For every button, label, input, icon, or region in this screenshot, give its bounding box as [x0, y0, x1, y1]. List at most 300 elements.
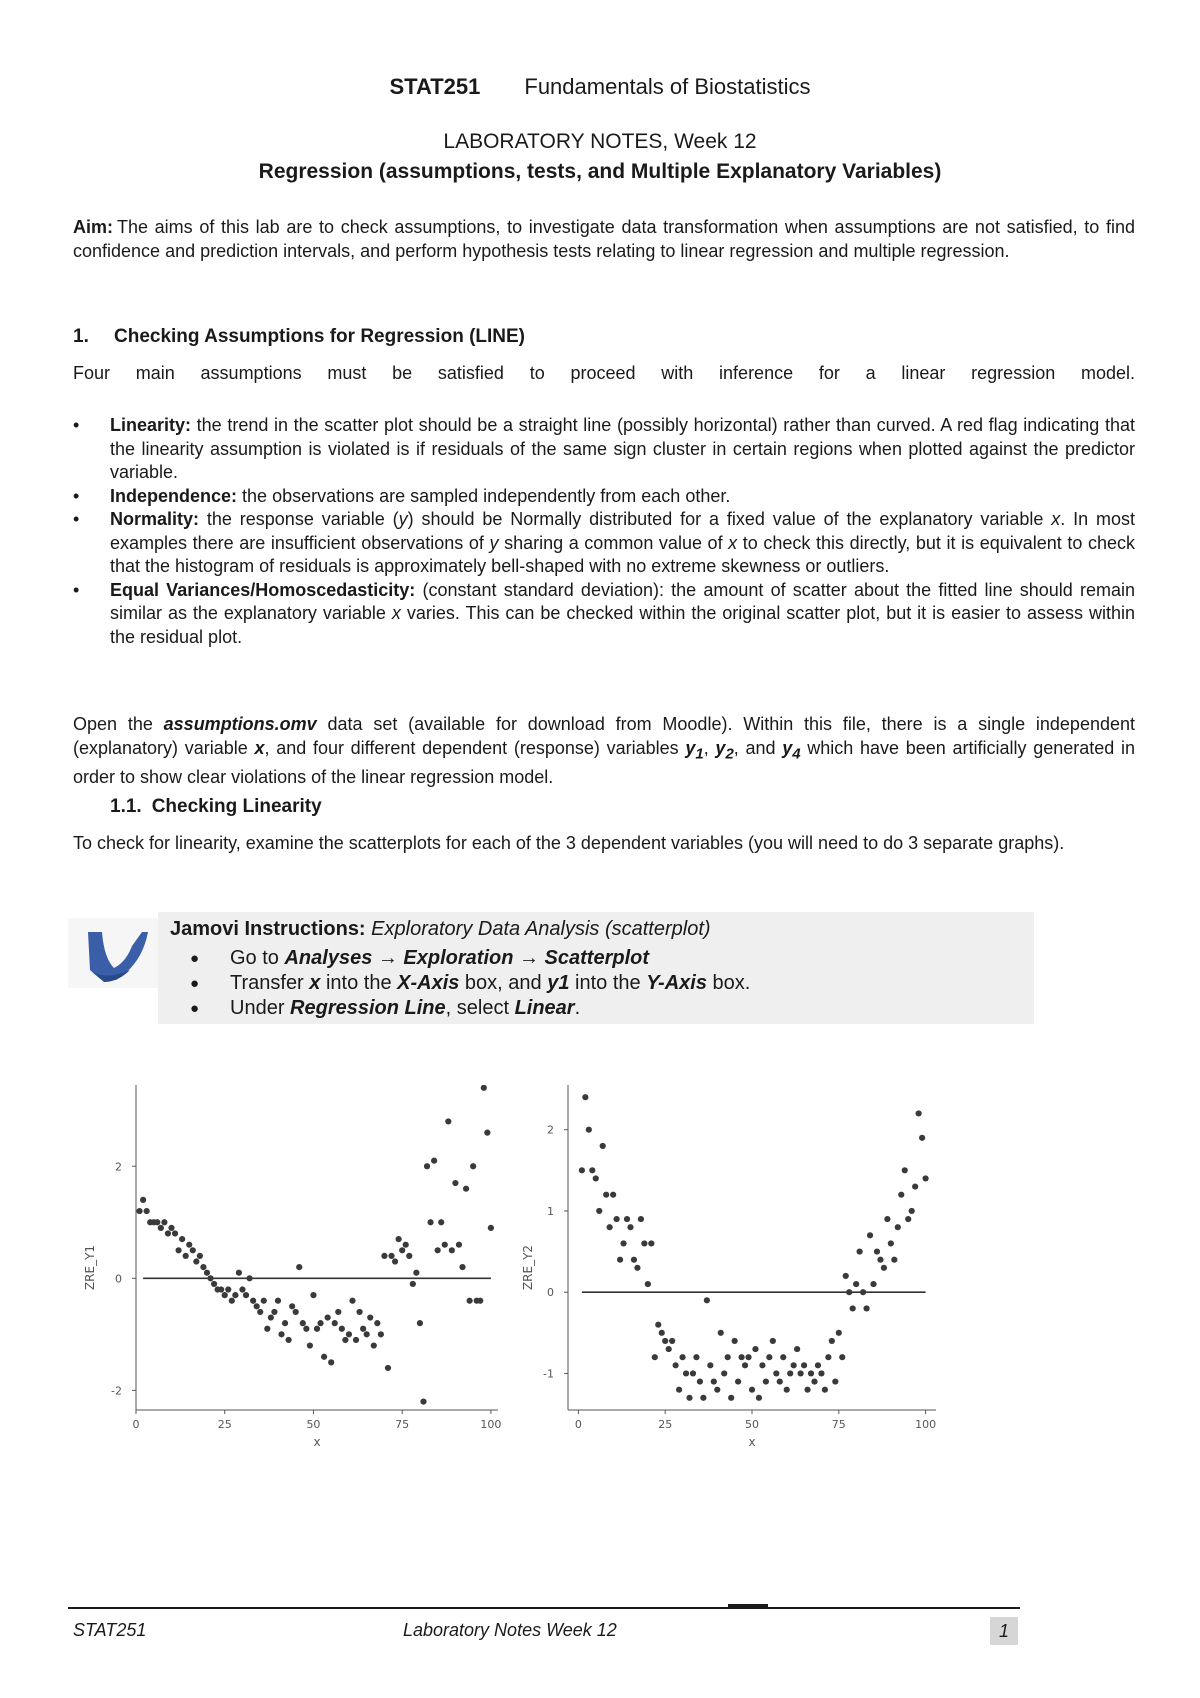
data-point [179, 1236, 185, 1242]
data-point [808, 1370, 814, 1376]
data-point [200, 1264, 206, 1270]
text: which have been artificially generated in order to show clear violations of the linear regression model. [73, 737, 1135, 787]
aim-paragraph [73, 216, 1135, 263]
jamovi-steps [190, 946, 750, 1021]
data-point [787, 1370, 793, 1376]
bullet-text: . In most examples there are insufficient observations of [110, 509, 1135, 553]
data-point [144, 1208, 150, 1214]
x-tick-label: 0 [574, 1418, 582, 1431]
text: . [574, 997, 581, 1019]
data-point [721, 1370, 727, 1376]
section-1-title: Checking Assumptions for Regression (LINE) [114, 326, 526, 347]
data-point [662, 1338, 668, 1344]
data-point [860, 1289, 866, 1295]
list-item [73, 485, 1135, 509]
data-point [863, 1305, 869, 1311]
data-point [742, 1362, 748, 1368]
data-point [919, 1135, 925, 1141]
footer-course: STAT251 [73, 1620, 147, 1640]
data-point [839, 1354, 845, 1360]
data-point [211, 1281, 217, 1287]
jamovi-title-bold: Jamovi Instructions: [170, 918, 366, 940]
data-point [484, 1130, 490, 1136]
text: box, and [459, 972, 548, 994]
data-point [424, 1163, 430, 1169]
data-point [829, 1338, 835, 1344]
page-number: 1 [990, 1617, 1018, 1645]
data-point [902, 1167, 908, 1173]
section-1-1-heading [110, 796, 322, 818]
data-point [728, 1395, 734, 1401]
data-point [652, 1354, 658, 1360]
data-point [236, 1270, 242, 1276]
data-point [229, 1298, 235, 1304]
data-point [697, 1378, 703, 1384]
data-point [190, 1247, 196, 1253]
text: Under [230, 997, 291, 1019]
data-point [586, 1127, 592, 1133]
data-point [895, 1224, 901, 1230]
data-point [417, 1320, 423, 1326]
data-point [811, 1378, 817, 1384]
bullet-text: sharing a common value of [498, 532, 729, 553]
section-1-heading [73, 326, 525, 348]
variable: y [782, 737, 793, 758]
data-point [314, 1326, 320, 1332]
data-point [477, 1298, 483, 1304]
data-point [905, 1216, 911, 1222]
data-point [700, 1395, 706, 1401]
data-point [303, 1326, 309, 1332]
text: Go to [230, 947, 285, 969]
course-name: Fundamentals of Biostatistics [524, 74, 811, 99]
data-point [909, 1208, 915, 1214]
x-tick-label: 0 [132, 1418, 140, 1431]
variable: y [685, 737, 696, 758]
data-point [870, 1281, 876, 1287]
data-point [718, 1330, 724, 1336]
open-dataset-paragraph [73, 713, 1135, 789]
x-tick-label: 25 [217, 1418, 232, 1431]
footer-rule-accent [728, 1604, 768, 1608]
bullet-text: ) should be Normally distributed for a fixed value of the explanatory variable [407, 509, 1052, 529]
bullet-text: the trend in the scatter plot should be a straight line (possibly horizontal) rather than curved. A red flag indicating that the linearity assumption is violated is if residuals of the same sign cluster in certain regions when plotted against the predictor variable. [110, 415, 1135, 482]
data-point [732, 1338, 738, 1344]
bullet-text: to check this directly, but it is equivalent to check that the histogram of residuals is approximately bell-shaped with no extreme skewness or outliers. [110, 532, 1135, 576]
data-point [413, 1270, 419, 1276]
data-point [452, 1180, 458, 1186]
data-point [600, 1143, 606, 1149]
variable: y [715, 737, 726, 758]
data-point [275, 1298, 281, 1304]
scatterplot-zre-y2 [518, 1085, 948, 1465]
bullet-text: the response variable ( [206, 509, 399, 529]
dataset-filename: assumptions.omv [163, 714, 317, 734]
data-point [360, 1326, 366, 1332]
footer-rule [68, 1607, 1020, 1609]
data-point [168, 1225, 174, 1231]
data-point [666, 1346, 672, 1352]
data-point [756, 1395, 762, 1401]
data-point [165, 1230, 171, 1236]
data-point [627, 1224, 633, 1230]
data-point [825, 1354, 831, 1360]
data-point [617, 1257, 623, 1263]
text: , [703, 737, 716, 758]
data-point [399, 1247, 405, 1253]
data-point [488, 1225, 494, 1231]
data-point [673, 1362, 679, 1368]
data-point [246, 1275, 252, 1281]
data-point [374, 1320, 380, 1326]
data-point [427, 1219, 433, 1225]
data-point [282, 1320, 288, 1326]
data-point [631, 1257, 637, 1263]
x-axis-box: X-Axis [397, 972, 460, 994]
data-point [222, 1292, 228, 1298]
data-point [410, 1281, 416, 1287]
x-tick-label: 50 [306, 1418, 321, 1431]
jamovi-title-italic: Exploratory Data Analysis (scatterplot) [371, 918, 711, 940]
data-point [254, 1303, 260, 1309]
y-tick-label: 0 [547, 1286, 554, 1300]
data-point [645, 1281, 651, 1287]
data-point [325, 1314, 331, 1320]
section-1-intro: Four main assumptions must be satisfied to proceed with inference for a linear regression model. [73, 363, 1135, 383]
x-tick-label: 25 [658, 1418, 673, 1431]
data-point [431, 1158, 437, 1164]
subscript: 4 [792, 745, 801, 763]
scatterplot-zre-y1 [80, 1085, 510, 1465]
data-point [582, 1094, 588, 1100]
data-point [686, 1395, 692, 1401]
variable: x [1051, 509, 1061, 529]
y-axis-label: ZRE_Y2 [521, 1244, 535, 1291]
data-point [912, 1183, 918, 1189]
data-point [293, 1309, 299, 1315]
data-point [784, 1387, 790, 1393]
text: , select [445, 997, 515, 1019]
data-point [239, 1286, 245, 1292]
x-axis-label: x [748, 1435, 756, 1449]
data-point [804, 1387, 810, 1393]
data-point [773, 1370, 779, 1376]
data-point [353, 1337, 359, 1343]
data-point [738, 1354, 744, 1360]
data-point [888, 1240, 894, 1246]
bullet-text: (constant standard deviation): the amount of scatter about the fitted line should remain similar as the explanatory variable [110, 579, 1135, 623]
data-point [683, 1370, 689, 1376]
data-point [218, 1286, 224, 1292]
data-point [381, 1253, 387, 1259]
section-1-number: 1. [73, 326, 89, 347]
data-point [364, 1331, 370, 1337]
data-point [463, 1186, 469, 1192]
bullet-term: Independence: [110, 485, 238, 506]
data-point [596, 1208, 602, 1214]
x-tick-label: 50 [745, 1418, 759, 1431]
list-item [190, 946, 750, 971]
jamovi-logo-icon [68, 918, 158, 988]
data-point [342, 1337, 348, 1343]
data-point [317, 1320, 323, 1326]
data-point [268, 1314, 274, 1320]
data-point [197, 1253, 203, 1259]
data-point [396, 1236, 402, 1242]
data-point [801, 1362, 807, 1368]
section-1-1-number: 1.1. [110, 796, 142, 817]
data-point [467, 1298, 473, 1304]
data-point [693, 1354, 699, 1360]
data-point [780, 1354, 786, 1360]
data-point [321, 1354, 327, 1360]
data-point [204, 1270, 210, 1276]
data-point [207, 1275, 213, 1281]
data-point [589, 1167, 595, 1173]
data-point [655, 1322, 661, 1328]
data-point [406, 1253, 412, 1259]
regression-line-option: Regression Line [290, 997, 446, 1019]
data-point [874, 1248, 880, 1254]
data-point [449, 1247, 455, 1253]
data-point [438, 1219, 444, 1225]
text: , and four different dependent (response) variables [264, 737, 686, 758]
data-point [356, 1309, 362, 1315]
data-point [183, 1253, 189, 1259]
data-point [867, 1232, 873, 1238]
y-tick-label: 1 [547, 1204, 554, 1218]
data-point [818, 1370, 824, 1376]
bullet-term: Normality: [110, 509, 200, 529]
data-point [456, 1242, 462, 1248]
data-point [648, 1240, 654, 1246]
data-point [225, 1286, 231, 1292]
data-point [711, 1378, 717, 1384]
data-point [603, 1192, 609, 1198]
data-point [186, 1242, 192, 1248]
data-point [264, 1326, 270, 1332]
y-tick-label: -1 [543, 1367, 554, 1381]
text: Open the [73, 714, 164, 734]
data-point [714, 1387, 720, 1393]
data-point [853, 1281, 859, 1287]
bullet-term: Linearity: [110, 415, 192, 435]
data-point [766, 1354, 772, 1360]
jamovi-title [170, 918, 711, 941]
data-point [154, 1219, 160, 1225]
data-point [735, 1378, 741, 1384]
data-point [763, 1378, 769, 1384]
data-point [846, 1289, 852, 1295]
data-point [289, 1303, 295, 1309]
variable: y [398, 509, 408, 529]
list-item [73, 579, 1135, 650]
course-code: STAT251 [389, 74, 481, 99]
data-point [676, 1387, 682, 1393]
text: Transfer [230, 972, 310, 994]
list-item [73, 508, 1135, 579]
data-point [459, 1264, 465, 1270]
menu-path: Analyses → Exploration → Scatterplot [284, 947, 650, 969]
data-point [669, 1338, 675, 1344]
data-point [641, 1240, 647, 1246]
data-point [257, 1309, 263, 1315]
data-point [349, 1298, 355, 1304]
data-point [822, 1387, 828, 1393]
data-point [243, 1292, 249, 1298]
data-point [679, 1354, 685, 1360]
variable: y [489, 532, 499, 553]
data-point [607, 1224, 613, 1230]
assumption-list [73, 414, 1135, 649]
data-point [745, 1354, 751, 1360]
data-point [794, 1346, 800, 1352]
data-point [296, 1264, 302, 1270]
text: box. [706, 972, 751, 994]
data-point [445, 1118, 451, 1124]
data-point [481, 1085, 487, 1091]
list-item [190, 996, 750, 1021]
variable: x [254, 737, 265, 758]
data-point [832, 1378, 838, 1384]
data-point [158, 1225, 164, 1231]
data-point [749, 1387, 755, 1393]
data-point [707, 1362, 713, 1368]
x-tick-label: 100 [915, 1418, 937, 1431]
data-point [690, 1370, 696, 1376]
footer-title: Laboratory Notes Week 12 [403, 1620, 617, 1640]
y-tick-label: 2 [547, 1123, 554, 1137]
course-header [0, 74, 1200, 100]
data-point [759, 1362, 765, 1368]
aim-text: The aims of this lab are to check assumptions, to investigate data transformation when assumptions are not satisfied, to find confidence and prediction intervals, and perform hypothesis tests relating to linear regression and multiple regression. [73, 217, 1135, 261]
x-tick-label: 100 [480, 1418, 502, 1431]
subscript: 1 [695, 745, 704, 763]
data-point [725, 1354, 731, 1360]
data-point [232, 1292, 238, 1298]
data-point [898, 1192, 904, 1198]
data-point [172, 1230, 178, 1236]
data-point [250, 1298, 256, 1304]
data-point [770, 1338, 776, 1344]
data-point [388, 1253, 394, 1259]
data-point [335, 1309, 341, 1315]
data-point [271, 1309, 277, 1315]
data-point [435, 1247, 441, 1253]
page-title: LABORATORY NOTES, Week 12 [443, 130, 757, 153]
variable: x [309, 972, 321, 994]
text: , and [733, 737, 783, 758]
subscript: 2 [725, 745, 734, 763]
linear-option: Linear [514, 997, 575, 1019]
data-point [620, 1240, 626, 1246]
data-point [614, 1216, 620, 1222]
data-point [881, 1265, 887, 1271]
data-point [638, 1216, 644, 1222]
y-tick-label: 0 [115, 1272, 122, 1286]
data-point [278, 1331, 284, 1337]
data-point [916, 1110, 922, 1116]
data-point [371, 1342, 377, 1348]
y-tick-label: 2 [115, 1160, 122, 1174]
data-point [470, 1163, 476, 1169]
data-point [378, 1331, 384, 1337]
data-point [752, 1346, 758, 1352]
x-axis-label: x [313, 1435, 321, 1449]
data-point [877, 1257, 883, 1263]
data-point [624, 1216, 630, 1222]
data-point [659, 1330, 665, 1336]
page-subtitle: Regression (assumptions, tests, and Multiple Explanatory Variables) [258, 160, 942, 183]
data-point [385, 1365, 391, 1371]
data-point [367, 1314, 373, 1320]
data-point [310, 1292, 316, 1298]
data-point [328, 1359, 334, 1365]
data-point [843, 1273, 849, 1279]
data-point [161, 1219, 167, 1225]
data-point [175, 1247, 181, 1253]
data-point [261, 1298, 267, 1304]
text: data set (available for download from Moodle). Within this file, there is a single independent (explanatory) variable [73, 714, 1136, 758]
data-point [579, 1167, 585, 1173]
text: into the [320, 972, 398, 994]
bullet-text: varies. This can be checked within the original scatter plot, but it is easier to assess within the residual plot. [110, 603, 1135, 647]
data-point [857, 1248, 863, 1254]
section-1-1-title: Checking Linearity [151, 796, 322, 817]
data-point [836, 1330, 842, 1336]
data-point [193, 1258, 199, 1264]
data-point [420, 1398, 426, 1404]
data-point [339, 1326, 345, 1332]
data-point [332, 1320, 338, 1326]
data-point [922, 1175, 928, 1181]
bullet-text: the observations are sampled independently from each other. [242, 485, 731, 506]
data-point [286, 1337, 292, 1343]
list-item [190, 971, 750, 996]
data-point [850, 1305, 856, 1311]
data-point [634, 1265, 640, 1271]
data-point [884, 1216, 890, 1222]
data-point [136, 1208, 142, 1214]
data-point [593, 1175, 599, 1181]
data-point [815, 1362, 821, 1368]
data-point [307, 1342, 313, 1348]
variable: x [728, 532, 738, 553]
data-point [392, 1258, 398, 1264]
data-point [891, 1257, 897, 1263]
data-point [346, 1331, 352, 1337]
data-point [791, 1362, 797, 1368]
y-axis-label: ZRE_Y1 [83, 1244, 97, 1291]
text: into the [569, 972, 647, 994]
data-point [704, 1297, 710, 1303]
data-point [403, 1242, 409, 1248]
section-1-1-text: To check for linearity, examine the scatterplots for each of the 3 dependent variables (you will need to do 3 separate graphs). [73, 833, 1065, 853]
bullet-term: Equal Variances/Homoscedasticity: [110, 579, 416, 600]
x-tick-label: 75 [395, 1418, 410, 1431]
data-point [442, 1242, 448, 1248]
x-tick-label: 75 [831, 1418, 846, 1431]
data-point [300, 1320, 306, 1326]
data-point [798, 1370, 804, 1376]
aim-label: Aim: [73, 217, 113, 237]
list-item [73, 414, 1135, 485]
y-axis-box: Y-Axis [646, 972, 707, 994]
data-point [610, 1192, 616, 1198]
variable: x [391, 603, 401, 623]
y-tick-label: -2 [111, 1384, 122, 1398]
data-point [777, 1378, 783, 1384]
